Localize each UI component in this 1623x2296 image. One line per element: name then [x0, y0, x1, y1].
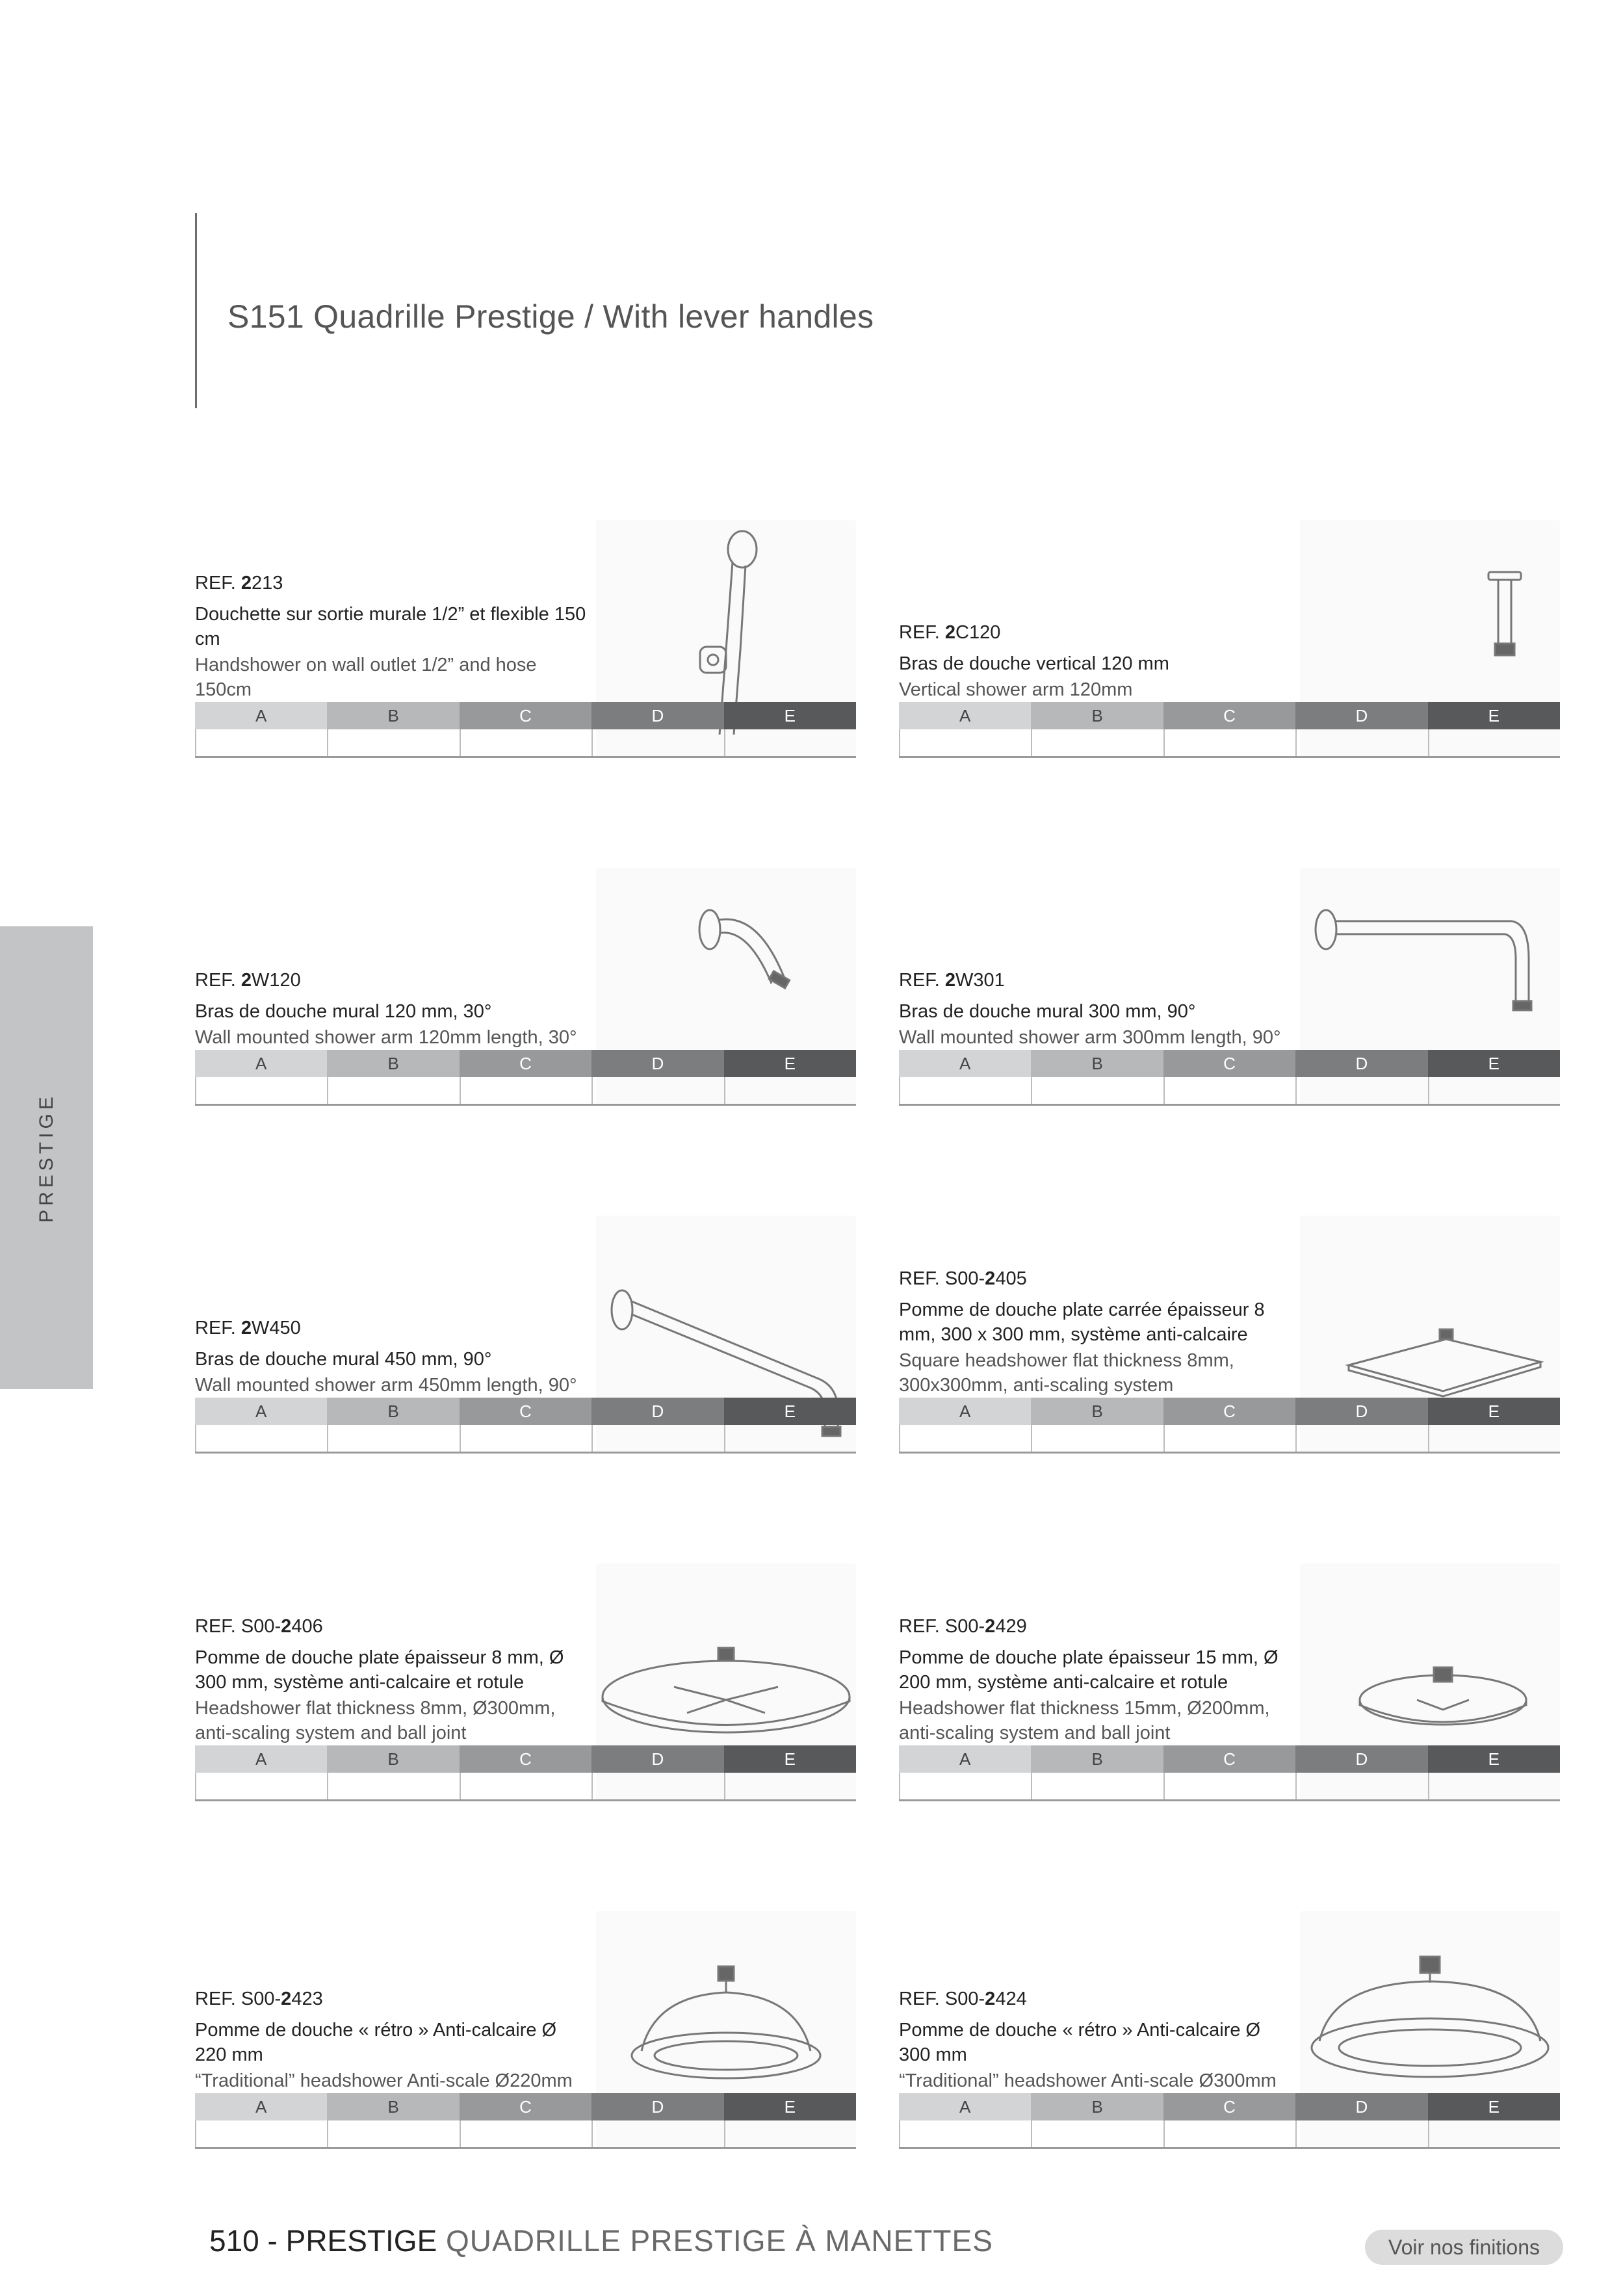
finish-header-row	[195, 1398, 856, 1425]
finish-cell-b[interactable]	[1031, 1425, 1163, 1452]
ref-prefix: REF. S00-	[195, 1616, 281, 1637]
finish-header-row	[899, 2093, 1560, 2120]
footer-section: PRESTIGE	[285, 2224, 437, 2258]
finish-cell-row	[195, 729, 856, 758]
finish-header-a: A	[899, 1398, 1031, 1425]
title-divider	[195, 213, 197, 408]
finish-cell-row	[899, 1077, 1560, 1106]
finish-cell-b[interactable]	[327, 1077, 459, 1104]
product-card	[899, 868, 1560, 1105]
view-finishes-button[interactable]: Voir nos finitions	[1365, 2230, 1563, 2265]
finish-cell-d[interactable]	[1295, 1773, 1427, 1799]
finish-grid	[899, 1050, 1560, 1105]
finish-header-e: E	[1428, 1745, 1560, 1773]
product-ref	[195, 1616, 591, 1637]
ref-prefix: REF.	[899, 970, 945, 991]
finish-grid	[899, 1398, 1560, 1453]
finish-header-row	[195, 1050, 856, 1077]
finish-header-b: B	[1031, 1398, 1163, 1425]
ref-prefix: REF. S00-	[899, 1989, 985, 2009]
product-description-fr: Pomme de douche plate carrée épaisseur 8 mm, 300 x 300 mm, système anti-calcaire	[899, 1299, 1265, 1345]
ref-rest: 406	[291, 1616, 323, 1637]
finish-header-a: A	[899, 1050, 1031, 1077]
ref-prefix: REF.	[195, 573, 241, 594]
finish-header-b: B	[1031, 702, 1163, 729]
ref-prefix: REF.	[195, 1318, 241, 1338]
finish-cell-b[interactable]	[327, 2120, 459, 2147]
page-number: 510	[209, 2224, 259, 2258]
finish-cell-d[interactable]	[591, 2120, 723, 2147]
finish-cell-b[interactable]	[1031, 729, 1163, 756]
finish-cell-d[interactable]	[1295, 2120, 1427, 2147]
product-card	[195, 1911, 856, 2148]
finish-header-e: E	[724, 1398, 856, 1425]
finish-cell-a[interactable]	[899, 729, 1031, 756]
product-card	[195, 520, 856, 757]
finish-cell-a[interactable]	[899, 2120, 1031, 2147]
finish-cell-row	[899, 1425, 1560, 1454]
product-description-fr: Pomme de douche « rétro » Anti-calcaire Ø 300 mm	[899, 2020, 1261, 2065]
product-card	[195, 1216, 856, 1453]
product-description-en: Handshower on wall outlet 1/2” and hose 150cm	[195, 655, 537, 700]
finish-cell-a[interactable]	[195, 1077, 327, 1104]
finish-cell-c[interactable]	[1163, 1773, 1295, 1799]
finish-cell-b[interactable]	[327, 1773, 459, 1799]
finish-header-c: C	[460, 2093, 591, 2120]
finish-cell-b[interactable]	[1031, 1077, 1163, 1104]
finish-header-d: D	[1295, 2093, 1427, 2120]
finish-header-c: C	[1163, 1050, 1295, 1077]
finish-header-row	[899, 1398, 1560, 1425]
finish-cell-b[interactable]	[327, 729, 459, 756]
finish-header-c: C	[460, 1050, 591, 1077]
ref-prefix: REF. S00-	[195, 1989, 281, 2009]
finish-cell-d[interactable]	[591, 1425, 723, 1452]
finish-cell-e[interactable]	[724, 1425, 856, 1452]
product-text	[195, 1318, 591, 1398]
finish-cell-row	[195, 1077, 856, 1106]
finish-header-a: A	[195, 1050, 327, 1077]
product-description-fr: Bras de douche mural 450 mm, 90°	[195, 1349, 492, 1370]
finish-header-a: A	[899, 702, 1031, 729]
finish-header-a: A	[195, 702, 327, 729]
finish-cell-a[interactable]	[195, 2120, 327, 2147]
finish-grid	[195, 1745, 856, 1801]
product-text	[195, 970, 591, 1050]
product-description-en: Wall mounted shower arm 120mm length, 30°	[195, 1027, 577, 1048]
finish-cell-e[interactable]	[1428, 1773, 1560, 1799]
finish-cell-a[interactable]	[899, 1773, 1031, 1799]
product-card	[899, 520, 1560, 757]
product-text	[195, 1989, 591, 2093]
finish-header-b: B	[327, 1398, 459, 1425]
finish-header-c: C	[460, 702, 591, 729]
finish-cell-d[interactable]	[1295, 1425, 1427, 1452]
product-card	[195, 1563, 856, 1801]
ref-rest: 429	[995, 1616, 1027, 1637]
footer-separator: -	[259, 2224, 286, 2258]
footer-subtitle: QUADRILLE PRESTIGE À MANETTES	[437, 2224, 993, 2258]
finish-cell-c[interactable]	[460, 1773, 591, 1799]
finish-cell-row	[899, 729, 1560, 758]
ref-rest: W120	[252, 970, 301, 991]
finish-header-a: A	[195, 1398, 327, 1425]
product-ref	[899, 1616, 1295, 1637]
product-description-fr: Bras de douche vertical 120 mm	[899, 653, 1169, 674]
finish-cell-a[interactable]	[899, 1425, 1031, 1452]
finish-header-a: A	[899, 2093, 1031, 2120]
ref-bold: 2	[281, 1989, 292, 2009]
finish-header-d: D	[591, 1398, 723, 1425]
product-text	[899, 970, 1295, 1050]
finish-cell-d[interactable]	[591, 1077, 723, 1104]
product-ref	[899, 1989, 1295, 2010]
product-card	[899, 1216, 1560, 1453]
finish-cell-d[interactable]	[1295, 1077, 1427, 1104]
finish-header-row	[195, 1745, 856, 1773]
finish-cell-c[interactable]	[460, 2120, 591, 2147]
finish-header-b: B	[327, 702, 459, 729]
finish-grid	[899, 702, 1560, 757]
finish-header-row	[195, 2093, 856, 2120]
finish-header-b: B	[327, 2093, 459, 2120]
finish-header-a: A	[899, 1745, 1031, 1773]
finish-cell-c[interactable]	[1163, 1425, 1295, 1452]
product-ref	[195, 1989, 591, 2010]
finish-header-e: E	[1428, 2093, 1560, 2120]
product-description-en: Wall mounted shower arm 450mm length, 90°	[195, 1375, 577, 1396]
product-text	[899, 1989, 1295, 2093]
finish-cell-row	[195, 1425, 856, 1454]
finish-cell-e[interactable]	[724, 1077, 856, 1104]
finish-header-d: D	[1295, 1050, 1427, 1077]
finish-cell-c[interactable]	[1163, 729, 1295, 756]
finish-cell-b[interactable]	[327, 1425, 459, 1452]
finish-cell-e[interactable]	[724, 2120, 856, 2147]
ref-rest: 424	[995, 1989, 1027, 2009]
ref-bold: 2	[944, 970, 956, 991]
ref-prefix: REF. S00-	[899, 1616, 985, 1637]
product-description-en: Vertical shower arm 120mm	[899, 679, 1133, 700]
ref-rest: 405	[995, 1268, 1027, 1289]
finish-header-d: D	[1295, 702, 1427, 729]
product-card	[195, 868, 856, 1105]
product-description-fr: Bras de douche mural 120 mm, 30°	[195, 1001, 492, 1022]
finish-grid	[195, 702, 856, 757]
page-title: S151 Quadrille Prestige / With lever handles	[227, 298, 874, 335]
product-text	[899, 622, 1295, 702]
product-description-fr: Bras de douche mural 300 mm, 90°	[899, 1001, 1196, 1022]
finish-cell-row	[899, 1773, 1560, 1801]
finish-cell-b[interactable]	[1031, 2120, 1163, 2147]
finish-cell-c[interactable]	[460, 729, 591, 756]
page-footer	[209, 2223, 993, 2258]
finish-header-b: B	[1031, 1050, 1163, 1077]
finish-header-row	[195, 702, 856, 729]
ref-bold: 2	[240, 1318, 252, 1338]
product-ref	[195, 1318, 591, 1339]
ref-rest: C120	[955, 622, 1001, 643]
finish-cell-c[interactable]	[460, 1077, 591, 1104]
finish-cell-e[interactable]	[1428, 2120, 1560, 2147]
finish-header-e: E	[724, 1745, 856, 1773]
finish-cell-row	[195, 2120, 856, 2149]
ref-bold: 2	[240, 573, 252, 594]
product-description-en: Headshower flat thickness 15mm, Ø200mm, anti-scaling system and ball joint	[899, 1698, 1270, 1743]
finish-cell-e[interactable]	[724, 1773, 856, 1799]
ref-prefix: REF.	[899, 622, 945, 643]
finish-header-d: D	[591, 2093, 723, 2120]
finish-header-c: C	[460, 1398, 591, 1425]
product-description-en: Square headshower flat thickness 8mm, 300x300mm, anti-scaling system	[899, 1350, 1234, 1396]
product-text	[195, 1616, 591, 1745]
ref-rest: 423	[291, 1989, 323, 2009]
product-description-en: “Traditional” headshower Anti-scale Ø220mm	[195, 2070, 573, 2091]
ref-bold: 2	[281, 1616, 292, 1637]
finish-cell-e[interactable]	[724, 729, 856, 756]
ref-rest: W450	[252, 1318, 301, 1338]
finish-grid	[899, 1745, 1560, 1801]
finish-cell-a[interactable]	[899, 1077, 1031, 1104]
finish-header-a: A	[195, 2093, 327, 2120]
finish-cell-d[interactable]	[591, 1773, 723, 1799]
finish-cell-e[interactable]	[1428, 729, 1560, 756]
finish-header-d: D	[1295, 1745, 1427, 1773]
finish-header-b: B	[327, 1745, 459, 1773]
product-description-fr: Pomme de douche plate épaisseur 15 mm, Ø 200 mm, système anti-calcaire et rotule	[899, 1647, 1279, 1693]
finish-grid	[195, 2093, 856, 2148]
finish-header-c: C	[1163, 1398, 1295, 1425]
finish-cell-d[interactable]	[1295, 729, 1427, 756]
finish-header-b: B	[327, 1050, 459, 1077]
product-card	[899, 1911, 1560, 2148]
finish-header-e: E	[1428, 1398, 1560, 1425]
finish-grid	[195, 1398, 856, 1453]
side-tab	[0, 926, 93, 1389]
product-description-en: Wall mounted shower arm 300mm length, 90°	[899, 1027, 1281, 1048]
product-description-fr: Pomme de douche « rétro » Anti-calcaire Ø 220 mm	[195, 2020, 557, 2065]
finish-header-d: D	[1295, 1398, 1427, 1425]
finish-header-e: E	[1428, 1050, 1560, 1077]
finish-grid	[195, 1050, 856, 1105]
finish-header-e: E	[724, 1050, 856, 1077]
finish-header-d: D	[591, 1050, 723, 1077]
finish-cell-c[interactable]	[460, 1425, 591, 1452]
finish-grid	[899, 2093, 1560, 2148]
product-description-en: “Traditional” headshower Anti-scale Ø300mm	[899, 2070, 1277, 2091]
product-ref	[899, 1268, 1295, 1290]
finish-cell-a[interactable]	[195, 1773, 327, 1799]
product-text	[899, 1616, 1295, 1745]
ref-rest: 213	[252, 573, 283, 594]
ref-bold: 2	[985, 1616, 996, 1637]
finish-cell-b[interactable]	[1031, 1773, 1163, 1799]
product-description-en: Headshower flat thickness 8mm, Ø300mm, anti-scaling system and ball joint	[195, 1698, 556, 1743]
finish-cell-a[interactable]	[195, 729, 327, 756]
ref-rest: W301	[955, 970, 1005, 991]
finish-cell-row	[899, 2120, 1560, 2149]
product-description-fr: Douchette sur sortie murale 1/2” et flexible 150 cm	[195, 604, 586, 649]
finish-header-e: E	[1428, 702, 1560, 729]
product-ref	[899, 970, 1295, 991]
finish-header-row	[899, 702, 1560, 729]
ref-prefix: REF.	[195, 970, 241, 991]
product-ref	[195, 970, 591, 991]
finish-cell-a[interactable]	[195, 1425, 327, 1452]
finish-header-e: E	[724, 2093, 856, 2120]
finish-cell-e[interactable]	[1428, 1425, 1560, 1452]
finish-header-c: C	[1163, 2093, 1295, 2120]
ref-bold: 2	[985, 1989, 996, 2009]
finish-header-b: B	[1031, 1745, 1163, 1773]
side-tab-label: PRESTIGE	[36, 1093, 57, 1223]
product-ref	[195, 573, 591, 594]
ref-bold: 2	[985, 1268, 996, 1289]
ref-bold: 2	[944, 622, 956, 643]
product-text	[899, 1268, 1295, 1398]
product-card	[899, 1563, 1560, 1801]
finish-header-a: A	[195, 1745, 327, 1773]
product-description-fr: Pomme de douche plate épaisseur 8 mm, Ø 300 mm, système anti-calcaire et rotule	[195, 1647, 564, 1693]
finish-cell-d[interactable]	[591, 729, 723, 756]
ref-prefix: REF. S00-	[899, 1268, 985, 1289]
finish-header-row	[899, 1050, 1560, 1077]
finish-header-c: C	[1163, 1745, 1295, 1773]
finish-cell-c[interactable]	[1163, 1077, 1295, 1104]
finish-header-d: D	[591, 1745, 723, 1773]
finish-header-row	[899, 1745, 1560, 1773]
finish-cell-row	[195, 1773, 856, 1801]
finish-header-c: C	[460, 1745, 591, 1773]
finish-cell-e[interactable]	[1428, 1077, 1560, 1104]
finish-header-e: E	[724, 702, 856, 729]
finish-header-d: D	[591, 702, 723, 729]
ref-bold: 2	[240, 970, 252, 991]
finish-header-b: B	[1031, 2093, 1163, 2120]
finish-header-c: C	[1163, 702, 1295, 729]
product-text	[195, 573, 591, 702]
product-ref	[899, 622, 1295, 644]
finish-cell-c[interactable]	[1163, 2120, 1295, 2147]
